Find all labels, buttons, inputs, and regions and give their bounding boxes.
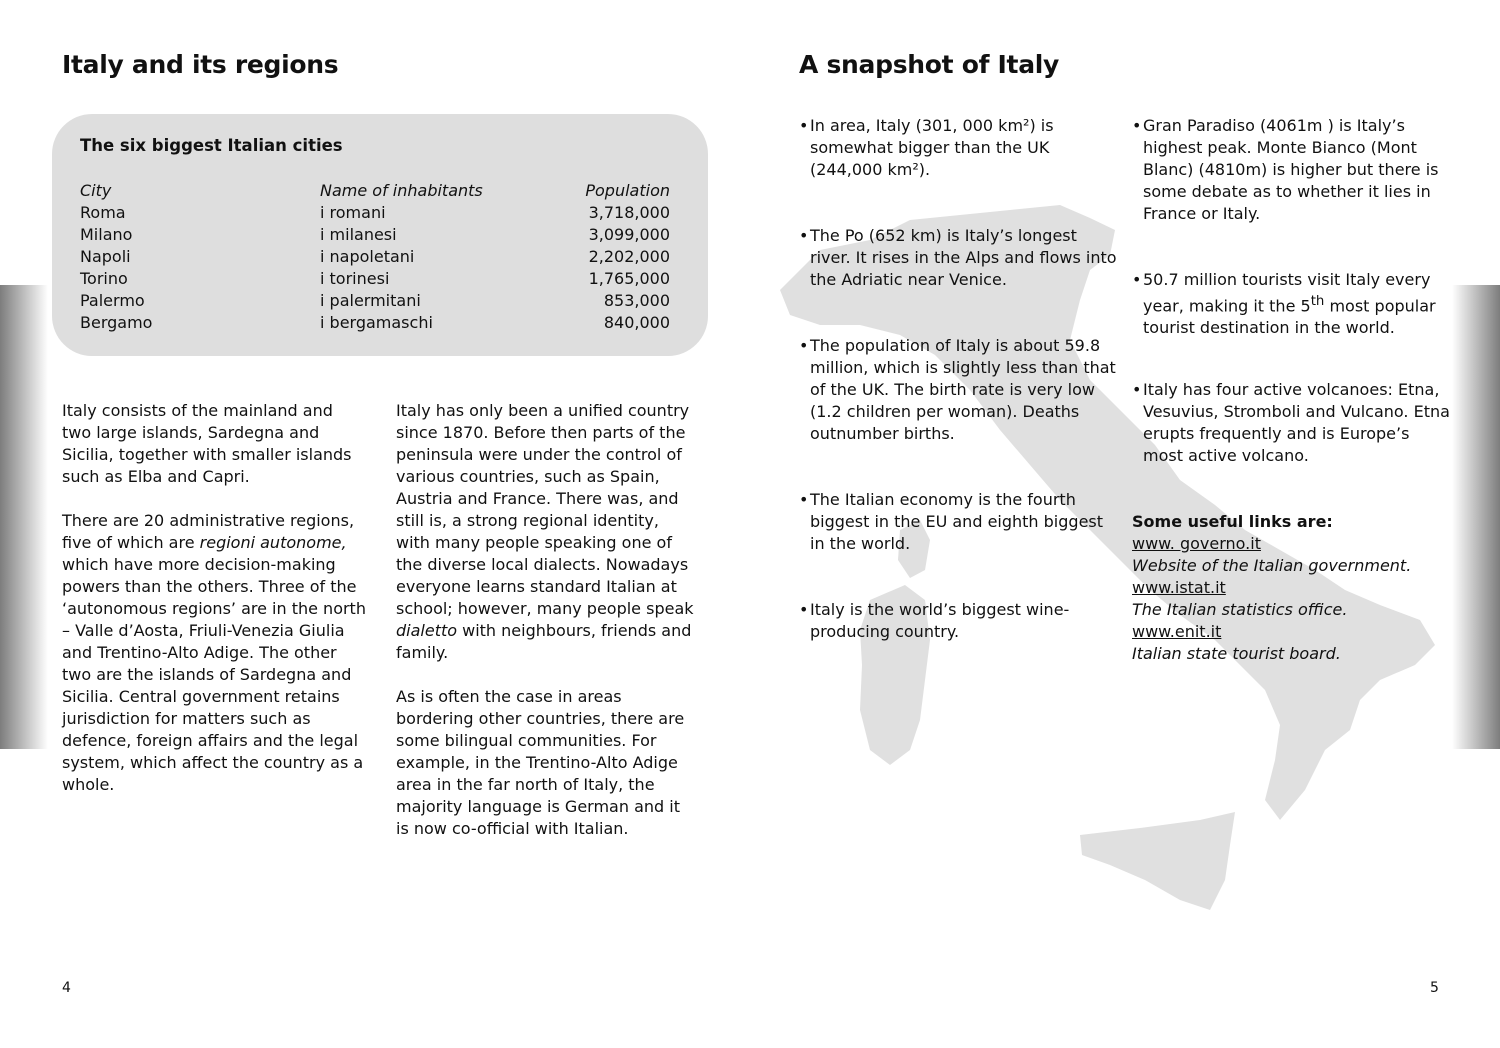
page-title-left: Italy and its regions [62,50,339,79]
bullet-dot: • [1132,270,1142,289]
bullet-dot: • [1132,116,1142,135]
table-row [80,312,670,334]
text-run: Italy has only been a unified country since 1870. Before then parts of the peninsula were under the control of various countries, such as Spain, Austria and France. There was, and still is, a strong regional identity, with many people speaking one of the diverse local dialects. Nowadays everyone learns standard Italian at school; however, many people speak [396,401,694,618]
useful-links [1132,511,1462,665]
paragraph: Italy consists of the mainland and two large islands, Sardegna and Sicilia, together with smaller islands such as Elba and Capri. [62,401,352,486]
inhabitants-name: i milanesi [320,225,397,244]
fact-text: Gran Paradiso (4061m ) is Italy’s highest peak. Monte Bianco (Mont Blanc) (4810m) is higher but there is some debate as to whether it lies in France or Italy. [1143,116,1439,223]
fact-bullet [1132,269,1452,339]
fact-text: The Italian economy is the fourth biggest in the EU and eighth biggest in the world. [810,490,1104,553]
fact-bullet [799,225,1119,291]
text-run: most popular tourist destination in the world. [1143,296,1436,338]
link-governo[interactable]: www. governo.it [1132,534,1261,553]
bullet-dot: • [1132,380,1142,399]
table-row [80,268,670,290]
city-name: Roma [80,203,126,222]
italic-term: regioni autonome, [199,533,347,552]
inhabitants-name: i palermitani [320,291,421,310]
city-name: Napoli [80,247,131,266]
italic-term: dialetto [396,621,458,640]
cities-box [52,114,708,356]
population-value: 1,765,000 [588,269,670,288]
population-value: 3,718,000 [588,203,670,222]
text-run: with neighbours, friends and family. [396,621,692,662]
page-edge-left [0,285,48,749]
bullet-dot: • [799,600,809,619]
table-row [80,202,670,224]
link-istat[interactable]: www.istat.it [1132,578,1226,597]
page-number-right: 5 [1430,980,1439,996]
inhabitants-name: i torinesi [320,269,390,288]
population-value: 2,202,000 [588,247,670,266]
cities-table [80,180,670,334]
facts-column-1 [799,115,1119,675]
fact-text: The Po (652 km) is Italy’s longest river. It rises in the Alps and flows into the Adriatic near Venice. [810,226,1117,289]
fact-bullet [1132,115,1452,225]
link-description: Italian state tourist board. [1132,644,1341,663]
table-row [80,224,670,246]
inhabitants-name: i romani [320,203,386,222]
bullet-dot: • [799,116,809,135]
city-name: Bergamo [80,313,153,332]
fact-bullet [799,115,1119,181]
sicilia-island [1080,812,1235,910]
fact-bullet [799,335,1119,445]
text-run: 50.7 million tourists visit Italy every year, making it the 5 [1143,270,1431,316]
population-value: 840,000 [603,313,670,332]
population-value: 853,000 [603,291,670,310]
table-row [80,246,670,268]
city-name: Palermo [80,291,145,310]
page-number-left: 4 [62,980,71,996]
cities-table-header [80,180,670,202]
fact-bullet [799,599,1119,643]
body-column-2 [396,400,696,862]
paragraph: As is often the case in areas bordering other countries, there are some bilingual communities. For example, in the Trentino-Alto Adige area in the far north of Italy, the majority language is German and it is now co-official with Italian. [396,687,685,838]
link-description: The Italian statistics office. [1132,600,1348,619]
population-value: 3,099,000 [588,225,670,244]
fact-text: Italy has four active volcanoes: Etna, Vesuvius, Stromboli and Vulcano. Etna erupts frequently and is Europe’s most active volcano. [1143,380,1450,465]
bullet-dot: • [799,490,809,509]
header-population: Population [585,181,670,200]
bullet-dot: • [799,336,809,355]
superscript: th [1310,294,1325,309]
links-heading: Some useful links are: [1132,512,1333,531]
fact-text [1143,269,1452,339]
facts-column-2 [1132,115,1452,475]
city-name: Torino [80,269,128,288]
table-row [80,290,670,312]
inhabitants-name: i napoletani [320,247,415,266]
fact-bullet [1132,379,1452,467]
text-run: which have more decision-making powers than the others. Three of the ‘autonomous regions’ are in the north – Valle d’Aosta, Friuli-Venezia Giulia and Trentino-Alto Adige. The other two are the islands of Sardegna and Sicilia. Central government retains jurisdiction for matters such as defence, foreign affairs and the legal system, which affect the country as a whole. [62,555,366,794]
fact-text: Italy is the world’s biggest wine-producing country. [810,600,1070,641]
page-title-right: A snapshot of Italy [799,50,1060,79]
body-column-1 [62,400,367,818]
paragraph [62,510,367,796]
fact-text: The population of Italy is about 59.8 million, which is slightly less than that of the UK. The birth rate is very low (1.2 children per woman). Deaths outnumber births. [810,336,1116,443]
text-run: There are 20 administrative regions, five of which are [62,511,355,552]
bullet-dot: • [799,226,809,245]
city-name: Milano [80,225,133,244]
link-enit[interactable]: www.enit.it [1132,622,1222,641]
header-inhabitants: Name of inhabitants [320,181,483,200]
header-city: City [80,181,112,200]
inhabitants-name: i bergamaschi [320,313,433,332]
link-description: Website of the Italian government. [1132,556,1412,575]
fact-text: In area, Italy (301, 000 km²) is somewhat bigger than the UK (244,000 km²). [810,116,1054,179]
paragraph [396,400,696,664]
cities-box-title: The six biggest Italian cities [80,136,343,155]
fact-bullet [799,489,1119,555]
